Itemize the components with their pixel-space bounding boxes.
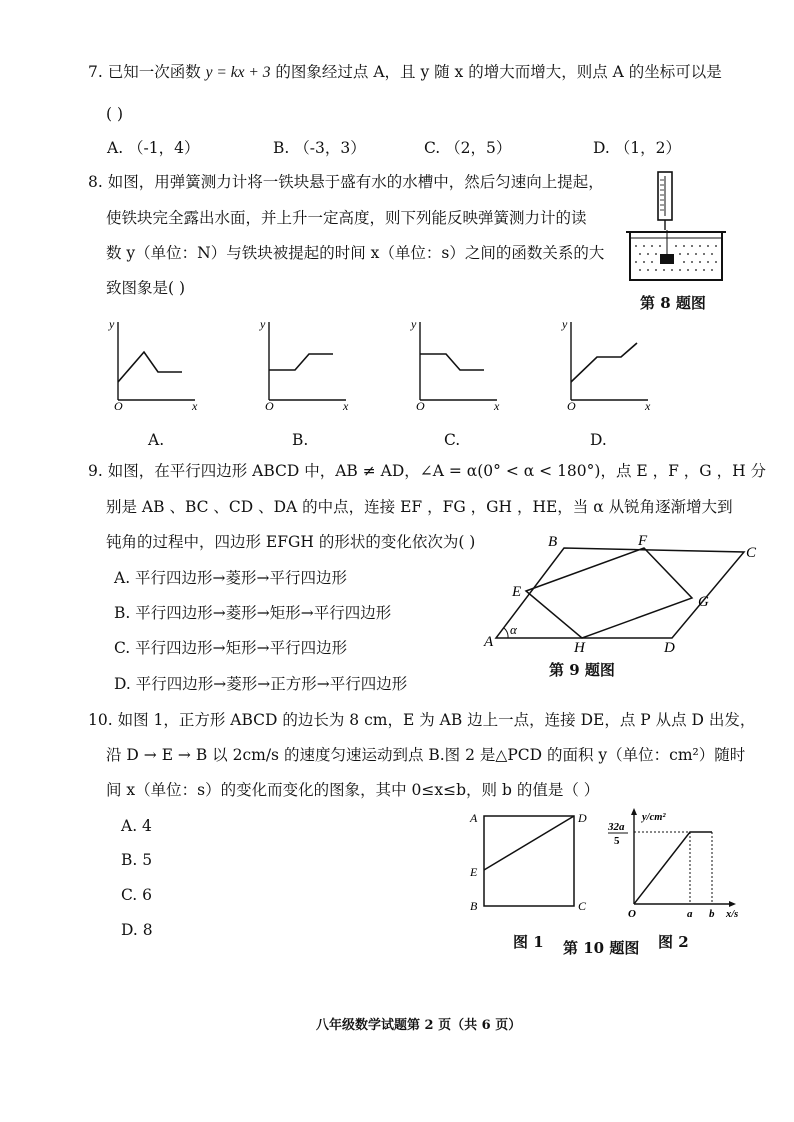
- q10-fig2-tick-b: b: [709, 908, 715, 920]
- q7-option-b: B. （-3，3）: [273, 139, 366, 157]
- q7-stem: 7. 已知一次函数 y = kx + 3 的图象经过点 A，且 y 随 x 的增大而增大，则点 A 的坐标可以是: [88, 63, 722, 81]
- q9-line-2: 别是 AB 、BC 、CD 、DA 的中点，连接 EF ，FG ，GH ，HE，当 α 从锐角逐渐增大到: [106, 498, 733, 516]
- q8d-x-label: x: [645, 399, 651, 413]
- q8-graph-b: [251, 312, 356, 412]
- q7-option-a: A. （-1，4）: [107, 139, 200, 157]
- q8a-y-label: y: [109, 317, 115, 331]
- q10-option-c: C. 6: [121, 886, 153, 904]
- q9-label-h: H: [574, 640, 585, 656]
- q10-fig1-caption: 图 1: [513, 933, 544, 951]
- q10-fig2-origin: O: [628, 908, 636, 920]
- q10-option-d: D. 8: [121, 921, 153, 939]
- q8-line-3: 数 y（单位：N）与铁块被提起的时间 x（单位：s）之间的函数关系的大: [106, 244, 605, 262]
- q10-option-a: A. 4: [121, 817, 152, 835]
- q9-line-1: 9. 如图，在平行四边形 ABCD 中，AB ≠ AD，∠A = α(0° < α < 180°)，点 E ，F ，G ，H 分: [88, 462, 767, 480]
- q10-fig2-tick-a: a: [687, 908, 693, 920]
- q10-figure-caption: 第 10 题图: [563, 939, 640, 957]
- q10-figure-2-graph: [604, 804, 754, 922]
- q8d-origin: O: [567, 399, 576, 413]
- q10-figure-1-square: [462, 808, 592, 912]
- q10-fig1-label-c: C: [578, 899, 587, 913]
- q8-graph-a: [100, 312, 205, 412]
- q10-fig2-value-numerator: 32a: [608, 821, 625, 833]
- q9-line-3: 钝角的过程中，四边形 EFGH 的形状的变化依次为( ): [106, 533, 476, 551]
- q9-option-d: D. 平行四边形→菱形→正方形→平行四边形: [114, 675, 408, 693]
- q8-line-2: 使铁块完全露出水面，并上升一定高度，则下列能反映弹簧测力计的读: [106, 209, 587, 227]
- q8a-x-label: x: [192, 399, 198, 413]
- q9-figure-caption: 第 9 题图: [549, 661, 615, 679]
- q10-fig1-label-e: E: [470, 865, 478, 879]
- q10-line-3: 间 x（单位：s）的变化而变化的图象，其中 0≤x≤b，则 b 的值是（ ）: [106, 781, 600, 799]
- q10-option-b: B. 5: [121, 851, 153, 869]
- q10-line-2: 沿 D → E → B 以 2cm/s 的速度匀速运动到点 B.图 2 是△PCD 的面积 y（单位：cm²）随时: [106, 746, 746, 764]
- q10-fig1-label-d: D: [578, 811, 587, 825]
- q9-label-alpha: α: [510, 622, 517, 637]
- q9-label-b: B: [548, 534, 558, 550]
- q8-option-a: A.: [148, 431, 165, 449]
- q10-fig2-y-axis-label: y/cm²: [642, 812, 666, 823]
- q8a-origin: O: [114, 399, 123, 413]
- q8-option-b: B.: [292, 431, 309, 449]
- q9-option-a: A. 平行四边形→菱形→平行四边形: [114, 569, 348, 587]
- q10-fig2-x-axis-label: x/s: [726, 909, 739, 920]
- q10-fig2-caption: 图 2: [658, 933, 689, 951]
- q10-fig1-label-b: B: [470, 899, 478, 913]
- q8-option-c: C.: [444, 431, 461, 449]
- q8c-origin: O: [416, 399, 425, 413]
- q8-graph-d: [553, 312, 658, 412]
- q8b-y-label: y: [260, 317, 266, 331]
- q8b-origin: O: [265, 399, 274, 413]
- q9-parallelogram-figure: [474, 528, 764, 656]
- q9-label-f: F: [638, 533, 648, 549]
- q8c-y-label: y: [411, 317, 417, 331]
- q10-fig1-label-a: A: [470, 811, 478, 825]
- q8c-x-label: x: [494, 399, 500, 413]
- q7-answer-paren: ( ): [106, 105, 124, 123]
- q9-option-b: B. 平行四边形→菱形→矩形→平行四边形: [114, 604, 392, 622]
- q9-option-c: C. 平行四边形→矩形→平行四边形: [114, 639, 348, 657]
- q9-label-g: G: [698, 594, 709, 610]
- q10-line-1: 10. 如图 1，正方形 ABCD 的边长为 8 cm，E 为 AB 边上一点，连接 DE，点 P 从点 D 出发，: [88, 711, 756, 729]
- q8-option-d: D.: [590, 431, 607, 449]
- q7-option-c: C. （2，5）: [424, 139, 512, 157]
- q8-graph-c: [402, 312, 507, 412]
- q10-fig2-value-denominator: 5: [614, 835, 620, 847]
- q9-label-d: D: [664, 640, 675, 656]
- page-footer: 八年级数学试题第 2 页（共 6 页）: [316, 1018, 522, 1033]
- q7-option-d: D. （1，2）: [593, 139, 681, 157]
- q9-label-e: E: [512, 584, 522, 600]
- q8b-x-label: x: [343, 399, 349, 413]
- q9-label-c: C: [746, 545, 757, 561]
- q8-line-1: 8. 如图，用弹簧测力计将一铁块悬于盛有水的水槽中，然后匀速向上提起，: [88, 173, 604, 191]
- q8-figure-caption: 第 8 题图: [640, 294, 706, 312]
- q9-label-a: A: [484, 634, 494, 650]
- q8d-y-label: y: [562, 317, 568, 331]
- q8-line-4: 致图象是( ): [106, 279, 186, 297]
- q8-spring-scale-figure: [624, 168, 728, 286]
